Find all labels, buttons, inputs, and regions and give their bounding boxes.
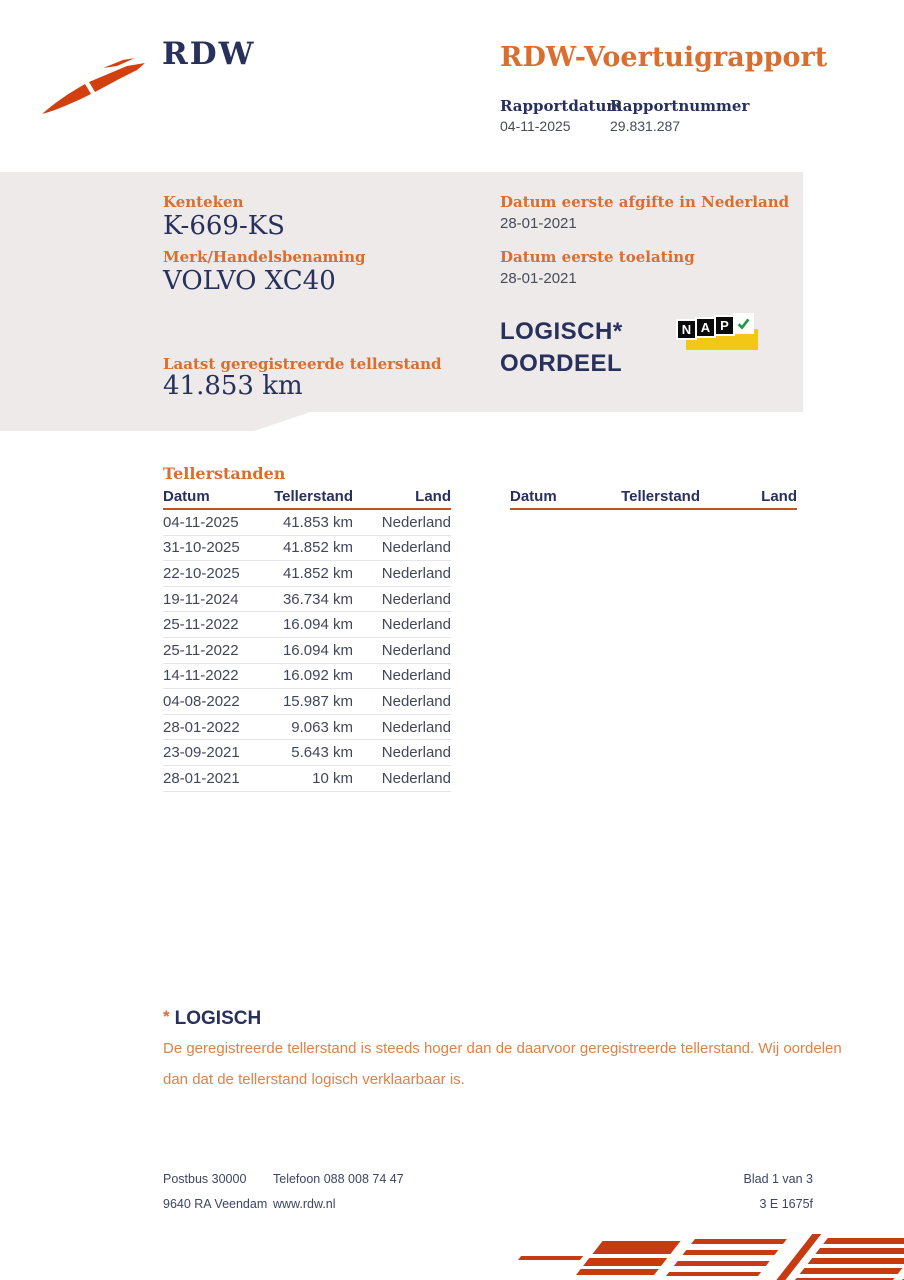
table-body <box>163 510 451 792</box>
oordeel-line2: OORDEEL <box>500 350 623 377</box>
cell-tellerstand: 9.063 km <box>291 718 353 736</box>
cell-land: Nederland <box>381 513 451 531</box>
logisch-note-body: De geregistreerde tellerstand is steeds hoger dan de daarvoor geregistreerde tellerstand. Wij oordelen dan dat de tellerstand logisch verklaarbaar is. <box>163 1040 842 1088</box>
nap-checkmark-icon <box>733 313 754 334</box>
cell-land: Nederland <box>381 718 451 736</box>
stripe-block <box>576 1241 681 1275</box>
document-title: RDW-Voertuigrapport <box>500 42 828 73</box>
rdw-feather-logo-icon <box>38 54 150 116</box>
cell-tellerstand: 41.852 km <box>282 564 353 582</box>
table-row <box>163 740 451 766</box>
cell-tellerstand: 10 km <box>312 769 353 787</box>
tellerstanden-table-continued <box>510 488 797 510</box>
kenteken-value: K-669-KS <box>163 211 285 241</box>
column-header-datum: Datum <box>163 488 210 505</box>
table-row <box>163 612 451 638</box>
footer-address-line2: 9640 RA Veendam <box>163 1197 268 1211</box>
table-row <box>163 536 451 562</box>
cell-datum: 04-08-2022 <box>163 692 240 710</box>
column-header-tellerstand: Tellerstand <box>274 488 353 505</box>
table-row <box>163 689 451 715</box>
table-row <box>163 715 451 741</box>
report-date-value: 04-11-2025 <box>500 118 571 134</box>
laatste-tellerstand-value: 41.853 km <box>163 371 303 401</box>
column-header-tellerstand: Tellerstand <box>621 488 700 505</box>
tellerstanden-section-title: Tellerstanden <box>163 464 286 483</box>
cell-datum: 14-11-2022 <box>163 667 239 685</box>
datum-afgifte-value: 28-01-2021 <box>500 215 577 232</box>
table-row <box>163 510 451 536</box>
column-header-datum: Datum <box>510 488 557 505</box>
report-number-label: Rapportnummer <box>610 97 750 115</box>
asterisk-marker: * <box>163 1007 170 1026</box>
datum-toelating-label: Datum eerste toelating <box>500 248 695 266</box>
cell-land: Nederland <box>381 744 451 762</box>
cell-land: Nederland <box>381 616 451 634</box>
merk-label: Merk/Handelsbenaming <box>163 248 366 266</box>
cell-tellerstand: 5.643 km <box>291 744 353 762</box>
footer-website-link[interactable] <box>273 1197 336 1211</box>
merk-value: VOLVO XC40 <box>163 266 336 296</box>
stripe-line <box>518 1256 583 1260</box>
cell-tellerstand: 16.094 km <box>282 616 353 634</box>
table-row <box>163 664 451 690</box>
cell-tellerstand: 16.092 km <box>282 667 353 685</box>
kenteken-label: Kenteken <box>163 193 244 211</box>
oordeel-line1: LOGISCH* <box>500 318 623 345</box>
cell-datum: 28-01-2021 <box>163 769 240 787</box>
nap-letter-p: P <box>714 315 735 336</box>
footer-address-line1: Postbus 30000 <box>163 1172 247 1186</box>
cell-tellerstand: 16.094 km <box>282 641 353 659</box>
cell-land: Nederland <box>381 641 451 659</box>
table-row <box>163 766 451 792</box>
cell-tellerstand: 15.987 km <box>282 692 353 710</box>
footer-phone: Telefoon 088 008 74 47 <box>273 1172 404 1186</box>
cell-land: Nederland <box>381 667 451 685</box>
cell-land: Nederland <box>381 590 451 608</box>
column-header-land: Land <box>761 488 797 505</box>
cell-tellerstand: 41.853 km <box>282 513 353 531</box>
table-row <box>163 561 451 587</box>
report-date-label: Rapportdatum <box>500 97 623 115</box>
cell-tellerstand: 36.734 km <box>282 590 353 608</box>
table-header-row <box>510 488 797 510</box>
cell-datum: 04-11-2025 <box>163 513 239 531</box>
datum-toelating-value: 28-01-2021 <box>500 270 577 287</box>
footer-stripes-graphic-icon <box>504 1234 904 1280</box>
cell-land: Nederland <box>381 539 451 557</box>
table-row <box>163 587 451 613</box>
cell-land: Nederland <box>381 769 451 787</box>
nap-letter-a: A <box>695 317 716 338</box>
logisch-note-title: LOGISCH <box>174 1008 262 1029</box>
cell-datum: 31-10-2025 <box>163 539 240 557</box>
brand-wordmark: RDW <box>162 36 256 72</box>
cell-land: Nederland <box>381 692 451 710</box>
footer-doc-code: 3 E 1675f <box>759 1197 813 1211</box>
cell-datum: 25-11-2022 <box>163 616 239 634</box>
datum-afgifte-label: Datum eerste afgifte in Nederland <box>500 193 790 211</box>
laatste-tellerstand-label: Laatst geregistreerde tellerstand <box>163 355 442 373</box>
cell-tellerstand: 41.852 km <box>282 539 353 557</box>
panel-notch-shape <box>0 412 310 431</box>
logisch-note-heading <box>163 1008 261 1030</box>
cell-datum: 25-11-2022 <box>163 641 239 659</box>
tellerstanden-table <box>163 488 451 792</box>
cell-datum: 22-10-2025 <box>163 564 240 582</box>
nap-letter-n: N <box>676 319 697 340</box>
table-header-row <box>163 488 451 510</box>
footer-website-text[interactable]: www.rdw.nl <box>273 1197 336 1211</box>
cell-datum: 23-09-2021 <box>163 744 240 762</box>
table-row <box>163 638 451 664</box>
stripe-stack <box>666 1239 787 1276</box>
report-number-value: 29.831.287 <box>610 118 681 134</box>
footer-page-indicator: Blad 1 van 3 <box>743 1172 813 1186</box>
cell-datum: 28-01-2022 <box>163 718 240 736</box>
oordeel-verdict <box>500 316 623 380</box>
nap-logo <box>676 311 764 355</box>
column-header-land: Land <box>415 488 451 505</box>
cell-datum: 19-11-2024 <box>163 590 239 608</box>
cell-land: Nederland <box>381 564 451 582</box>
